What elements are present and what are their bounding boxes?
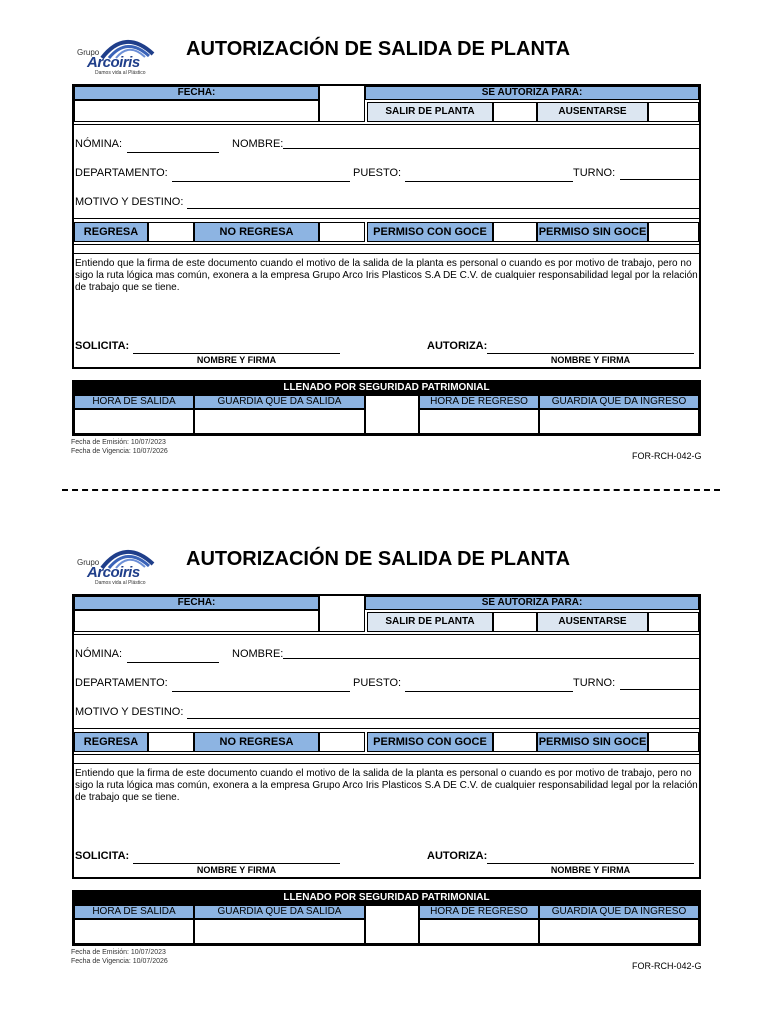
- nomina-label: NÓMINA:: [75, 138, 123, 150]
- solicita-signature-field[interactable]: [133, 353, 340, 354]
- guardia-ingreso-header: GUARDIA QUE DA INGRESO: [539, 905, 699, 919]
- form-title: AUTORIZACIÓN DE SALIDA DE PLANTA: [186, 38, 571, 60]
- autoriza-para-header: SE AUTORIZA PARA:: [365, 86, 699, 100]
- fecha-vigencia: Fecha de Vigencia: 10/07/2026: [71, 448, 168, 455]
- permiso-goce-option: PERMISO CON GOCE: [367, 222, 493, 242]
- solicita-signature-field[interactable]: [133, 863, 340, 864]
- hora-salida-field[interactable]: [74, 409, 194, 434]
- ausentarse-option: AUSENTARSE: [537, 102, 648, 122]
- regresa-checkbox[interactable]: [148, 732, 194, 752]
- motivo-label: MOTIVO Y DESTINO:: [75, 706, 184, 718]
- hora-regreso-header: HORA DE REGRESO: [419, 395, 539, 409]
- nombre-label: NOMBRE:: [232, 138, 284, 150]
- spacer-cell: [319, 86, 365, 122]
- salir-planta-checkbox[interactable]: [493, 612, 537, 632]
- puesto-field[interactable]: [405, 181, 573, 182]
- logo-name-text: Arcoiris: [87, 564, 140, 581]
- nomina-label: NÓMINA:: [75, 648, 123, 660]
- authorization-form: [0, 0, 768, 470]
- company-logo: [75, 36, 165, 78]
- hora-regreso-field[interactable]: [419, 409, 539, 434]
- fecha-field[interactable]: [74, 610, 319, 632]
- nomina-field[interactable]: [127, 152, 219, 153]
- salir-planta-option: SALIR DE PLANTA: [367, 102, 493, 122]
- puesto-label: PUESTO:: [353, 167, 402, 179]
- turno-field[interactable]: [620, 689, 699, 690]
- divider: [74, 124, 699, 125]
- permiso-goce-checkbox[interactable]: [493, 222, 537, 242]
- permiso-goce-option: PERMISO CON GOCE: [367, 732, 493, 752]
- logo-grupo-text: Grupo: [77, 558, 100, 567]
- no-regresa-option: NO REGRESA: [194, 732, 319, 752]
- company-logo: [75, 546, 165, 588]
- ausentarse-option: AUSENTARSE: [537, 612, 648, 632]
- guardia-ingreso-field[interactable]: [539, 919, 699, 944]
- hora-salida-header: HORA DE SALIDA: [74, 395, 194, 409]
- legal-statement: Entiendo que la firma de este documento cuando el motivo de la salida de la planta es personal o cuando es por motivo de trabajo, pero no sigo la ruta lógica mas común, exonera a la empresa Grupo Arco Iris Plasticos S.A DE C.V. de cualquier responsabilidad legal por la relación de trabajo que se tiene.: [75, 258, 698, 293]
- logo-slogan-text: Damos vida al Plástico: [95, 70, 146, 76]
- divider: [74, 728, 699, 729]
- ausentarse-checkbox[interactable]: [648, 102, 699, 122]
- divider: [74, 754, 699, 755]
- security-header: LLENADO POR SEGURIDAD PATRIMONIAL: [74, 892, 699, 905]
- guardia-salida-header: GUARDIA QUE DA SALIDA: [194, 395, 365, 409]
- fecha-emision: Fecha de Emisión: 10/07/2023: [71, 949, 166, 956]
- turno-field[interactable]: [620, 179, 699, 180]
- fecha-vigencia: Fecha de Vigencia: 10/07/2026: [71, 958, 168, 965]
- departamento-field[interactable]: [172, 691, 350, 692]
- turno-label: TURNO:: [573, 167, 616, 179]
- departamento-label: DEPARTAMENTO:: [75, 167, 168, 179]
- logo-name-text: Arcoiris: [87, 54, 140, 71]
- salir-planta-option: SALIR DE PLANTA: [367, 612, 493, 632]
- permiso-goce-checkbox[interactable]: [493, 732, 537, 752]
- logo-grupo-text: Grupo: [77, 48, 100, 57]
- solicita-label: SOLICITA:: [75, 850, 130, 862]
- motivo-field[interactable]: [187, 208, 699, 209]
- nomina-field[interactable]: [127, 662, 219, 663]
- turno-label: TURNO:: [573, 677, 616, 689]
- spacer-cell: [365, 905, 419, 944]
- regresa-checkbox[interactable]: [148, 222, 194, 242]
- fecha-field[interactable]: [74, 100, 319, 122]
- departamento-field[interactable]: [172, 181, 350, 182]
- autoriza-para-header: SE AUTORIZA PARA:: [365, 596, 699, 610]
- motivo-label: MOTIVO Y DESTINO:: [75, 196, 184, 208]
- spacer-cell: [365, 395, 419, 434]
- permiso-sin-goce-checkbox[interactable]: [648, 222, 699, 242]
- form-title: AUTORIZACIÓN DE SALIDA DE PLANTA: [186, 548, 571, 570]
- ausentarse-checkbox[interactable]: [648, 612, 699, 632]
- salir-planta-checkbox[interactable]: [493, 102, 537, 122]
- nombre-label: NOMBRE:: [232, 648, 284, 660]
- autoriza-label: AUTORIZA:: [427, 850, 488, 862]
- spacer-cell: [319, 596, 365, 632]
- solicita-nombre-firma: NOMBRE Y FIRMA: [196, 355, 277, 365]
- no-regresa-checkbox[interactable]: [319, 732, 365, 752]
- legal-statement: Entiendo que la firma de este documento cuando el motivo de la salida de la planta es personal o cuando es por motivo de trabajo, pero no sigo la ruta lógica mas común, exonera a la empresa Grupo Arco Iris Plasticos S.A DE C.V. de cualquier responsabilidad legal por la relación de trabajo que se tiene.: [75, 768, 698, 803]
- hora-salida-field[interactable]: [74, 919, 194, 944]
- permiso-sin-goce-checkbox[interactable]: [648, 732, 699, 752]
- security-header: LLENADO POR SEGURIDAD PATRIMONIAL: [74, 382, 699, 395]
- departamento-label: DEPARTAMENTO:: [75, 677, 168, 689]
- hora-regreso-header: HORA DE REGRESO: [419, 905, 539, 919]
- fecha-header: FECHA:: [74, 86, 319, 100]
- nombre-field[interactable]: [283, 658, 699, 659]
- divider: [74, 253, 699, 254]
- cut-line: [62, 489, 720, 491]
- permiso-sin-goce-option: PERMISO SIN GOCE: [537, 222, 648, 242]
- form-code: FOR-RCH-042-G: [632, 451, 702, 461]
- logo-slogan-text: Damos vida al Plástico: [95, 580, 146, 586]
- divider: [74, 763, 699, 764]
- guardia-salida-field[interactable]: [194, 919, 365, 944]
- fecha-emision: Fecha de Emisión: 10/07/2023: [71, 439, 166, 446]
- form-code: FOR-RCH-042-G: [632, 961, 702, 971]
- autoriza-signature-field[interactable]: [487, 863, 694, 864]
- no-regresa-checkbox[interactable]: [319, 222, 365, 242]
- puesto-label: PUESTO:: [353, 677, 402, 689]
- no-regresa-option: NO REGRESA: [194, 222, 319, 242]
- permiso-sin-goce-option: PERMISO SIN GOCE: [537, 732, 648, 752]
- hora-salida-header: HORA DE SALIDA: [74, 905, 194, 919]
- guardia-ingreso-field[interactable]: [539, 409, 699, 434]
- fecha-header: FECHA:: [74, 596, 319, 610]
- autoriza-label: AUTORIZA:: [427, 340, 488, 352]
- solicita-label: SOLICITA:: [75, 340, 130, 352]
- autoriza-nombre-firma: NOMBRE Y FIRMA: [550, 865, 631, 875]
- guardia-salida-header: GUARDIA QUE DA SALIDA: [194, 905, 365, 919]
- solicita-nombre-firma: NOMBRE Y FIRMA: [196, 865, 277, 875]
- divider: [74, 244, 699, 245]
- authorization-form: [0, 510, 768, 980]
- divider: [74, 634, 699, 635]
- regresa-option: REGRESA: [74, 732, 148, 752]
- autoriza-signature-field[interactable]: [487, 353, 694, 354]
- divider: [74, 218, 699, 219]
- autoriza-nombre-firma: NOMBRE Y FIRMA: [550, 355, 631, 365]
- puesto-field[interactable]: [405, 691, 573, 692]
- hora-regreso-field[interactable]: [419, 919, 539, 944]
- guardia-ingreso-header: GUARDIA QUE DA INGRESO: [539, 395, 699, 409]
- motivo-field[interactable]: [187, 718, 699, 719]
- nombre-field[interactable]: [283, 148, 699, 149]
- regresa-option: REGRESA: [74, 222, 148, 242]
- guardia-salida-field[interactable]: [194, 409, 365, 434]
